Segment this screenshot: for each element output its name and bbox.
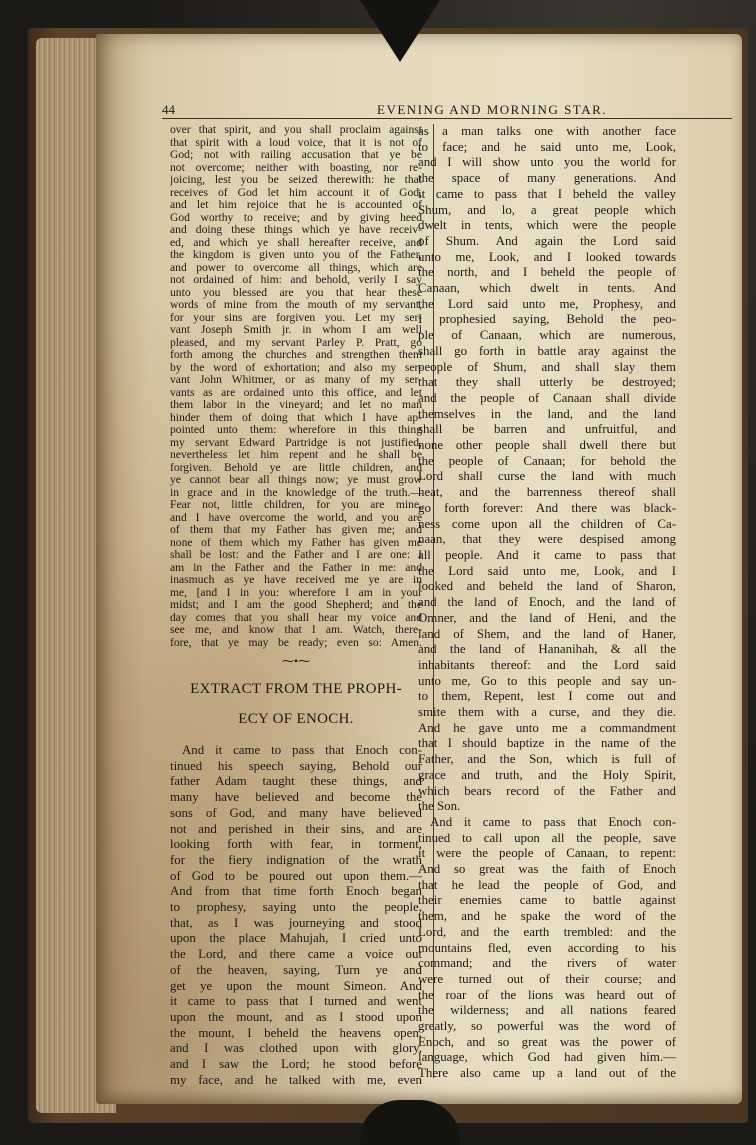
text-line: And so great was the faith of Enoch xyxy=(418,862,676,877)
text-line: vant John Whitmer, or as many of my ser- xyxy=(170,374,422,386)
text-line: greatly, so powerful was the word of xyxy=(418,1019,676,1034)
text-line: father Adam taught these things, and xyxy=(170,774,422,789)
text-line: in grace and in the knowledge of the truth.— xyxy=(170,486,422,499)
text-line: looked and beheld the land of Sharon, xyxy=(418,579,676,594)
text-line: not ordained of him: and behold, verily I say xyxy=(170,274,422,286)
text-line: ed, and which ye shall hereafter receive, and xyxy=(170,236,422,249)
text-line: inasmuch as ye have received me ye are in xyxy=(170,574,422,586)
text-line: vant Joseph Smith jr. in whom I am well xyxy=(170,324,422,336)
text-line: to face; and he said unto me, Look, xyxy=(418,139,676,154)
text-line: and I will show unto you the world for xyxy=(418,155,676,170)
text-line: that I should baptize in the name of the xyxy=(418,736,676,751)
text-line: and the land of Hananihah, & all the xyxy=(418,642,676,657)
text-line: grace and truth, and the Holy Spirit, xyxy=(418,767,676,782)
text-line: and power to overcome all things, which are xyxy=(170,261,422,274)
text-line: none of them which my Father has given me xyxy=(170,536,422,549)
text-line: of the heaven, saying, Turn ye and xyxy=(170,962,422,977)
text-line: unto you blessed are you that hear these xyxy=(170,286,422,299)
text-line: and the people of Canaan shall divide xyxy=(418,390,676,405)
text-line: There also came up a land out of the xyxy=(418,1066,676,1081)
text-line: see me, and know that I am. Watch, there- xyxy=(170,624,422,636)
text-line: shall go forth in battle aray against the xyxy=(418,343,676,358)
text-line: my servant Edward Partridge is not justified, xyxy=(170,436,422,449)
text-line: it were the people of Canaan, to repent: xyxy=(418,846,676,861)
text-line: pointed unto them: wherefore in this thing xyxy=(170,424,422,436)
text-line: and I saw the Lord; he stood before xyxy=(170,1057,422,1072)
text-line: And from that time forth Enoch began xyxy=(170,884,422,899)
text-line: over that spirit, and you shall proclaim against xyxy=(170,124,422,136)
text-line: And it came to pass that Enoch con- xyxy=(430,814,676,829)
text-line: tinued his speech saying, Behold our xyxy=(170,758,422,773)
text-line: the north, and I beheld the people of xyxy=(418,265,676,280)
text-line: many have believed and become the xyxy=(170,790,422,805)
text-line: and the land of Enoch, and the land of xyxy=(418,595,676,610)
text-line: inhabitants thereof: and the Lord said xyxy=(418,657,676,672)
text-line: ple of Canaan, which are numerous, xyxy=(418,328,676,343)
text-line: am in the Father and the Father in me: and xyxy=(170,561,422,574)
text-line: none other people shall dwell there but xyxy=(418,438,676,453)
text-line: God; not with railing accusation that ye be xyxy=(170,149,422,161)
text-line: sons of God, and many have believed xyxy=(170,805,422,820)
text-line: And it came to pass that Enoch con- xyxy=(182,743,422,757)
text-line: by the word of exhortation; and also my ser- xyxy=(170,361,422,374)
text-line: of them that my Father has given me; and xyxy=(170,524,422,536)
text-line: ye cannot bear all things now; ye must grow xyxy=(170,474,422,486)
text-line: of Shum. And again the Lord said xyxy=(418,233,676,248)
text-line: upon the mount, and as I stood upon xyxy=(170,1009,422,1024)
article-heading-line-1: EXTRACT FROM THE PROPH- xyxy=(190,681,402,697)
text-line: to prophesy, saying unto the people, xyxy=(170,900,422,915)
text-line: day comes that you shall hear my voice and xyxy=(170,611,422,624)
text-line: all people. And it came to pass that xyxy=(418,547,676,562)
text-line: go forth forever: And there was black- xyxy=(418,500,676,515)
text-line: joicing, lest you be seized therewith: he that xyxy=(170,174,422,186)
text-line: shall be barren and unfruitful, and xyxy=(418,422,676,437)
text-line: of God to be poured out upon them.— xyxy=(170,868,422,883)
right-text-part-1 xyxy=(418,124,676,815)
text-line: unto me, Go to this people and say un- xyxy=(418,673,676,688)
text-line: forth among the churches and strengthen them xyxy=(170,349,422,361)
text-line: I prophesied saying, Behold the peo- xyxy=(418,312,676,327)
text-line: and doing these things which ye have receiv- xyxy=(170,224,422,236)
text-line: and I was clothed upon with glory, xyxy=(170,1041,422,1056)
running-title: EVENING AND MORNING STAR. xyxy=(377,102,608,117)
text-line: Enoch, and so great was the power of xyxy=(418,1034,676,1049)
text-line: And he gave unto me a commandment xyxy=(418,720,676,735)
section-ornament: ⁓•⁓ xyxy=(281,654,311,668)
right-text-part-2 xyxy=(418,815,676,1082)
text-line: God worthy to receive; and by giving heed xyxy=(170,211,422,224)
text-line: me, [and I in you: wherefore I am in your xyxy=(170,586,422,599)
text-line: the roar of the lions was heard out of xyxy=(418,987,676,1002)
text-line: words of mine from the mouth of my servant, xyxy=(170,299,422,311)
text-line: tinued to call upon all the people, save xyxy=(418,830,676,845)
text-line: Shum, and lo, a great people which xyxy=(418,202,676,217)
text-line: it came to pass that I turned and went xyxy=(170,994,422,1009)
text-line: dwelt in tents, which were the people xyxy=(418,218,676,233)
text-line: that, as I was journeying and stood xyxy=(170,915,422,930)
text-line: that he lead the people of God, and xyxy=(418,877,676,892)
text-line: the people of Canaan; for behold the xyxy=(418,453,676,468)
text-line: themselves in the land, and the land xyxy=(418,406,676,421)
text-line: and I have overcome the world, and you are xyxy=(170,511,422,524)
text-line: their enemies came to battle against xyxy=(418,893,676,908)
text-line: hinder them of doing that which I have ap- xyxy=(170,411,422,424)
text-line: looking forth with fear, in torment, xyxy=(170,837,422,852)
left-column xyxy=(170,124,422,1088)
scanner-clip-top xyxy=(360,0,440,62)
text-line: land of Shem, and the land of Haner, xyxy=(418,626,676,641)
text-line: the Lord said unto me, Look, and I xyxy=(418,563,676,578)
text-line: naan, that they were despised among xyxy=(418,532,676,547)
book-page xyxy=(96,34,742,1104)
text-line: that spirit with a loud voice, that it is not of xyxy=(170,136,422,149)
text-line: unto me, Look, and I looked towards xyxy=(418,249,676,264)
text-line: Omner, and the land of Heni, and the xyxy=(418,610,676,625)
text-line: and let him rejoice that he is accounted of xyxy=(170,199,422,211)
text-line: the space of many generations. And xyxy=(418,171,676,186)
text-line: the mount, I beheld the heavens open, xyxy=(170,1025,422,1040)
page-number: 44 xyxy=(162,102,175,117)
text-line: nevertheless let him repent and he shall be xyxy=(170,449,422,461)
text-line: the wilderness; and all nations feared xyxy=(418,1003,676,1018)
text-line: upon the place Mahujah, I cried unto xyxy=(170,931,422,946)
text-line: not and perished in their sins, and are xyxy=(170,821,422,836)
text-line: shall be lost: and the Father and I are one: I xyxy=(170,549,422,561)
header-rule xyxy=(162,118,732,119)
text-line: them labor in the vineyard; and let no man xyxy=(170,399,422,411)
text-line: were turned out of their course; and xyxy=(418,971,676,986)
text-line: the Son. xyxy=(418,799,461,814)
text-line: Father, and the Son, which is full of xyxy=(418,752,676,767)
text-line: language, which God had given him.— xyxy=(418,1050,676,1065)
text-line: heat, and the barrenness thereof shall xyxy=(418,485,676,500)
text-line: people of Shum, and shall slay them xyxy=(418,359,676,374)
text-line: not overcome; neither with boasting, nor re- xyxy=(170,161,422,174)
text-line: my face, and he talked with me, even xyxy=(170,1072,422,1087)
text-line: receives of God let him account it of God, xyxy=(170,186,422,199)
text-line: Lord, and the earth trembled: and the xyxy=(418,924,676,939)
text-line: mountains fled, even according to his xyxy=(418,940,676,955)
text-line: to them, Repent, lest I come out and xyxy=(418,689,676,704)
text-line: smite them with a curse, and they die. xyxy=(418,705,676,720)
text-line: pleased, and my servant Parley P. Pratt, go xyxy=(170,336,422,349)
text-line: fore, that ye may be ready; even so: Amen. xyxy=(170,636,422,649)
text-line: get ye upon the mount Simeon. And xyxy=(170,978,422,993)
text-line: that they shall utterly be destroyed; xyxy=(418,375,676,390)
text-line: for your sins are forgiven you. Let my ser- xyxy=(170,311,422,324)
text-line: the Lord, and there came a voice out xyxy=(170,947,422,962)
text-line: ness come upon all the children of Ca- xyxy=(418,516,676,531)
text-line: midst; and I am the good Shepherd; and the xyxy=(170,599,422,611)
text-line: Lord shall curse the land with much xyxy=(418,469,676,484)
text-line: them, and he spake the word of the xyxy=(418,909,676,924)
text-line: Fear not, little children, for you are mine, xyxy=(170,499,422,511)
text-line: command; and the rivers of water xyxy=(418,956,676,971)
text-line: Canaan, which dwelt in tents. And xyxy=(418,281,676,296)
running-head xyxy=(162,102,732,122)
text-line: the kingdom is given unto you of the Father, xyxy=(170,249,422,261)
revelation-text xyxy=(170,124,422,649)
right-column xyxy=(418,124,676,1082)
text-line: forgiven. Behold ye are little children, and xyxy=(170,461,422,474)
text-line: for the fiery indignation of the wrath xyxy=(170,852,422,867)
text-line: vants as are ordained unto this office, and let xyxy=(170,386,422,399)
text-line: which bears record of the Father and xyxy=(418,783,676,798)
text-line: as a man talks one with another face xyxy=(418,124,676,138)
text-line: it came to pass that I beheld the valley xyxy=(418,186,676,201)
enoch-text xyxy=(170,743,422,1088)
text-line: the Lord said unto me, Prophesy, and xyxy=(418,296,676,311)
article-heading-line-2: ECY OF ENOCH. xyxy=(238,711,354,727)
